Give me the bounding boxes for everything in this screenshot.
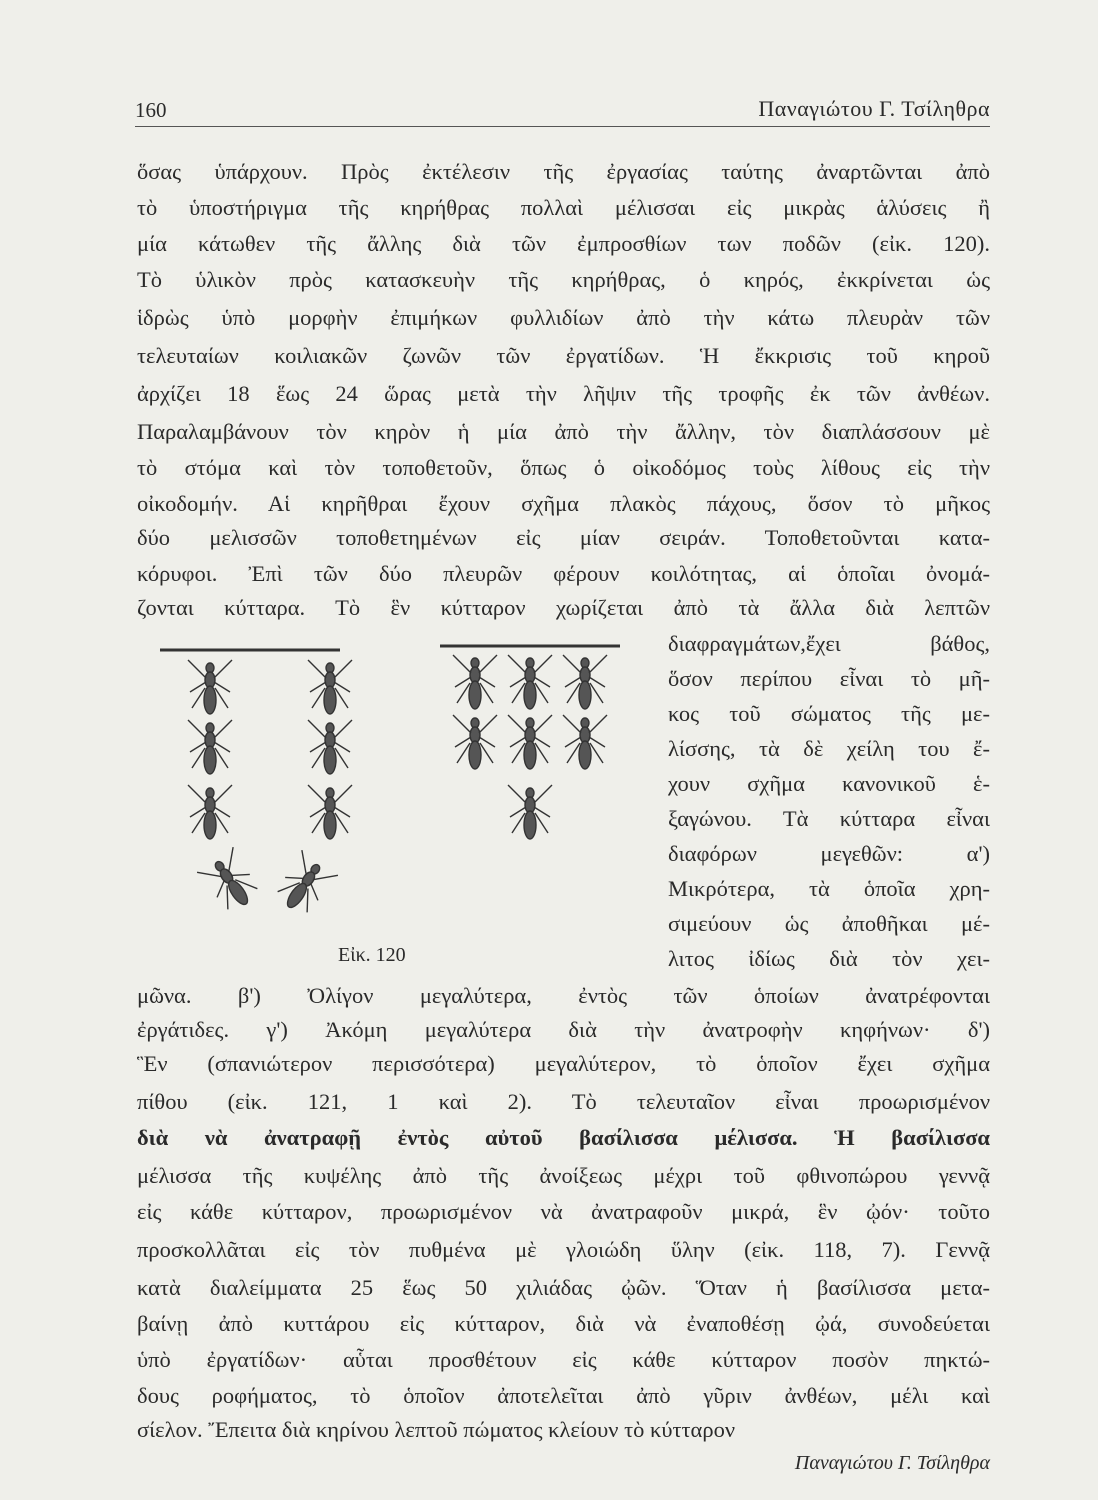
text-line: πίθου (εἰκ. 121, 1 καὶ 2). Τὸ τελευταῖον εἶναι προωρισμένον — [137, 1089, 990, 1114]
bee-drawing — [508, 655, 552, 709]
side-text-line: λίσσης, τὰ δὲ χείλη του ἔ- — [668, 736, 990, 761]
text-line: προσκολλᾶται εἰς τὸν πυθμένα μὲ γλοιώδη ὕλην (εἰκ. 118, 7). Γεννᾷ — [137, 1237, 990, 1262]
text-line: οἰκοδομήν. Αἱ κηρῆθραι ἔχουν σχῆμα πλακὸς πάχους, ὅσον τὸ μῆκος — [137, 491, 990, 516]
text-line: Τὸ ὑλικὸν πρὸς κατασκευὴν τῆς κηρήθρας, ὁ κηρός, ἐκκρίνεται ὡς — [137, 267, 990, 292]
text-line: κόρυφοι. Ἐπὶ τῶν δύο πλευρῶν φέρουν κοιλότητας, αἱ ὁποῖαι ὀνομά- — [137, 561, 990, 586]
text-line: κατὰ διαλείμματα 25 ἕως 50 χιλιάδας ᾠῶν. Ὅταν ἡ βασίλισσα μετα- — [137, 1275, 990, 1300]
side-text-line: διαφόρων μεγεθῶν: α') — [668, 841, 990, 866]
text-line: Ἓν (σπανιώτερον περισσότερα) μεγαλύτερον, τὸ ὁποῖον ἔχει σχῆμα — [137, 1051, 990, 1076]
bee-drawing — [453, 715, 497, 769]
text-line: τὸ ὑποστήριγμα τῆς κηρήθρας πολλαὶ μέλισσαι εἰς μικρὰς ἁλύσεις ἢ — [137, 195, 990, 220]
bee-drawing — [188, 720, 232, 774]
text-line: μέλισσα τῆς κυψέλης ἀπὸ τῆς ἀνοίξεως μέχρι τοῦ φθινοπώρου γεννᾷ — [137, 1163, 990, 1188]
page-header — [135, 90, 990, 127]
running-head: Παναγιώτου Γ. Τσίληθρα — [758, 96, 990, 121]
text-line: μῶνα. β') Ὀλίγον μεγαλύτερα, ἐντὸς τῶν ὁποίων ἀνατρέφονται — [137, 983, 990, 1008]
bee-drawing — [508, 715, 552, 769]
bee-drawing — [563, 655, 607, 709]
text-line: μία κάτωθεν τῆς ἄλλης διὰ τῶν ἐμπροσθίων των ποδῶν (εἰκ. 120). — [137, 231, 990, 256]
bee-drawing — [308, 785, 352, 839]
text-line: εἰς κάθε κύτταρον, προωρισμένον νὰ ἀνατραφοῦν μικρά, ἓν ᾠόν· τοῦτο — [137, 1199, 990, 1224]
bee-drawing — [308, 660, 352, 714]
side-text-line: Μικρότερα, τὰ ὁποῖα χρη- — [668, 876, 990, 901]
text-line: τελευταίων κοιλιακῶν ζωνῶν τῶν ἐργατίδων. Ἡ ἔκκρισις τοῦ κηροῦ — [137, 343, 990, 368]
bee-drawing — [188, 785, 232, 839]
bee-drawing — [271, 850, 338, 919]
figure-bee-chains — [160, 636, 630, 946]
bee-chains-illustration — [160, 636, 630, 946]
side-text-line: ὅσον περίπου εἶναι τὸ μῆ- — [668, 666, 990, 691]
text-line: ἀρχίζει 18 ἕως 24 ὥρας μετὰ τὴν λῆψιν τῆς τροφῆς ἐκ τῶν ἀνθέων. — [137, 381, 990, 406]
footer-signature: Παναγιώτου Γ. Τσίληθρα — [794, 1452, 990, 1474]
side-text-line: λιτος ἰδίως διὰ τὸν χει- — [668, 946, 990, 971]
side-text-line: κος τοῦ σώματος τῆς με- — [668, 701, 990, 726]
bee-drawing — [508, 785, 552, 839]
page-number: 160 — [135, 98, 167, 122]
text-line: ὅσας ὑπάρχουν. Πρὸς ἐκτέλεσιν τῆς ἐργασίας ταύτης ἀναρτῶνται ἀπὸ — [137, 159, 990, 184]
text-line: ζονται κύτταρα. Τὸ ἓν κύτταρον χωρίζεται ἀπὸ τὰ ἄλλα διὰ λεπτῶν — [137, 595, 990, 620]
side-text-line: χουν σχῆμα κανονικοῦ ἑ- — [668, 771, 990, 796]
text-line: ἱδρὼς ὑπὸ μορφὴν ἐπιμήκων φυλλιδίων ἀπὸ τὴν κάτω πλευρὰν τῶν — [137, 305, 990, 330]
text-line-bold: διὰ νὰ ἀνατραφῇ ἐντὸς αὐτοῦ βασίλισσα μέλισσα. Ἡ βασίλισσα — [137, 1125, 990, 1150]
text-line: ἐργάτιδες. γ') Ἀκόμη μεγαλύτερα διὰ τὴν ἀνατροφὴν κηφήνων· δ') — [137, 1017, 990, 1042]
bee-drawing — [453, 655, 497, 709]
side-text-line: ξαγώνου. Τὰ κύτταρα εἶναι — [668, 806, 990, 831]
bee-drawing — [197, 847, 264, 916]
bee-drawing — [308, 720, 352, 774]
side-text-line: σιμεύουν ὡς ἀποθῆκαι μέ- — [668, 911, 990, 936]
text-line: τὸ στόμα καὶ τὸν τοποθετοῦν, ὅπως ὁ οἰκοδόμος τοὺς λίθους εἰς τὴν — [137, 455, 990, 480]
text-line: δύο μελισσῶν τοποθετημένων εἰς μίαν σειράν. Τοποθετοῦνται κατα- — [137, 525, 990, 550]
side-text-line: διαφραγμάτων,ἔχει βάθος, — [668, 631, 990, 656]
text-line: βαίνῃ ἀπὸ κυττάρου εἰς κύτταρον, διὰ νὰ ἐναποθέσῃ ᾠά, συνοδεύεται — [137, 1311, 990, 1336]
figure-caption: Εἰκ. 120 — [338, 944, 406, 966]
bee-drawing — [188, 660, 232, 714]
bee-drawing — [563, 715, 607, 769]
text-line: δους ροφήματος, τὸ ὁποῖον ἀποτελεῖται ἀπὸ γῦριν ἀνθέων, μέλι καὶ — [137, 1383, 990, 1408]
text-line: Παραλαμβάνουν τὸν κηρὸν ἡ μία ἀπὸ τὴν ἄλλην, τὸν διαπλάσσουν μὲ — [137, 419, 990, 444]
text-line: σίελον. Ἔπειτα διὰ κηρίνου λεπτοῦ πώματος κλείουν τὸ κύτταρον — [137, 1417, 735, 1442]
text-line: ὑπὸ ἐργατίδων· αὗται προσθέτουν εἰς κάθε κύτταρον ποσὸν πηκτώ- — [137, 1347, 990, 1372]
